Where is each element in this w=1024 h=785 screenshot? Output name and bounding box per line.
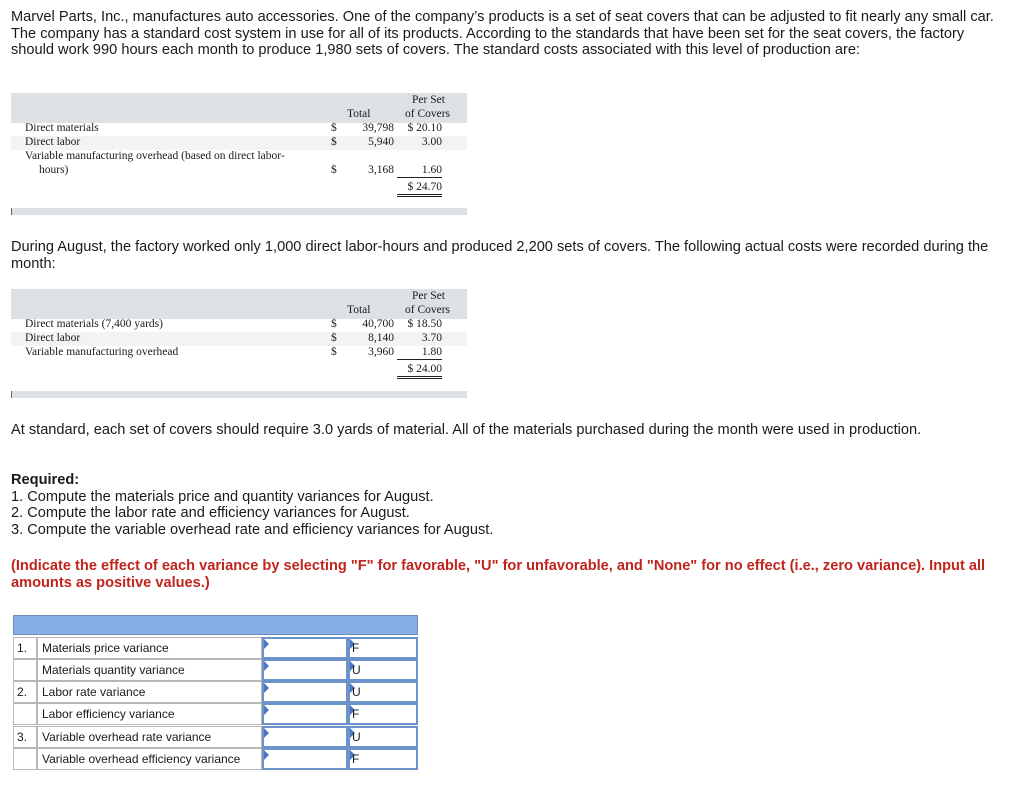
amount-input[interactable] — [262, 703, 348, 725]
amount-input[interactable] — [262, 681, 348, 703]
variance-label: Variable overhead efficiency variance — [37, 748, 262, 770]
table-row — [11, 136, 467, 150]
amount-input[interactable] — [262, 659, 348, 681]
standard-cost-table — [11, 93, 467, 215]
input-marker-icon — [264, 728, 269, 738]
row-label: Direct materials (7,400 yards) — [25, 318, 163, 330]
effect-value: U — [352, 685, 361, 699]
row-total: 8,140 — [368, 332, 394, 344]
row-number: 2. — [13, 681, 37, 703]
effect-value: U — [352, 730, 361, 744]
effect-value: F — [352, 707, 360, 721]
row-number: 1. — [13, 637, 37, 659]
row-dollar-sign: $ — [331, 346, 337, 358]
required-title: Required: — [11, 472, 80, 488]
row-label: Direct materials — [25, 122, 99, 134]
intro-paragraph: Marvel Parts, Inc., manufactures auto accessories. One of the company’s products is a set of seat covers that can be adjusted to fit nearly any small car. The company has a standard cost system in use for all of its products. According to the standards that have been set for the seat covers, the factory should work 990 hours each month to produce 1,980 sets of covers. The standard costs associated with this level of production are: — [11, 9, 994, 59]
input-marker-icon — [264, 683, 269, 693]
required-item: 1. Compute the materials price and quantity variances for August. — [11, 488, 434, 505]
table-row — [11, 346, 467, 360]
col-header-of-covers: of Covers — [405, 108, 451, 120]
variance-label: Labor efficiency variance — [37, 703, 262, 725]
amount-input[interactable] — [262, 726, 348, 748]
row-number — [13, 703, 37, 725]
amount-input[interactable] — [262, 748, 348, 770]
row-label: Variable manufacturing overhead — [25, 346, 179, 358]
table-header-band — [11, 93, 467, 123]
row-label: Variable manufacturing overhead (based on direct labor- — [25, 150, 285, 162]
row-per-set: 1.80 — [397, 346, 442, 360]
table-footer-band — [11, 391, 467, 398]
row-dollar-sign: $ — [331, 122, 337, 134]
row-per-set: 3.00 — [421, 136, 442, 148]
col-header-of-covers: of Covers — [405, 304, 451, 316]
row-total: 3,168 — [368, 164, 394, 176]
table-header-band — [11, 289, 467, 319]
input-marker-icon — [264, 661, 269, 671]
required-item: 3. Compute the variable overhead rate and efficiency variances for August. — [11, 521, 494, 538]
effect-value: F — [352, 752, 360, 766]
row-per-set: $ 20.10 — [407, 122, 442, 134]
col-header-per-set: Per Set — [412, 290, 445, 302]
variance-label: Materials price variance — [37, 637, 262, 659]
row-dollar-sign: $ — [331, 318, 337, 330]
row-total: 5,940 — [368, 136, 394, 148]
row-dollar-sign: $ — [331, 332, 337, 344]
row-per-set: 1.60 — [397, 164, 442, 178]
table-total-row — [11, 181, 467, 195]
effect-value: F — [352, 641, 360, 655]
effect-select[interactable] — [348, 748, 418, 770]
effect-value: U — [352, 663, 361, 677]
effect-select[interactable] — [348, 659, 418, 681]
table-row — [11, 332, 467, 346]
table-row — [11, 150, 467, 179]
effect-select[interactable] — [348, 726, 418, 748]
actual-costs-paragraph: During August, the factory worked only 1,000 direct labor-hours and produced 2,200 sets of covers. The following actual costs were recorded during the month: — [11, 239, 989, 272]
variance-label: Variable overhead rate variance — [37, 726, 262, 748]
row-per-set: $ 18.50 — [407, 318, 442, 330]
total-per-set: $ 24.00 — [397, 363, 442, 379]
row-total: 39,798 — [362, 122, 394, 134]
input-marker-icon — [264, 750, 269, 760]
row-number — [13, 748, 37, 770]
instruction-note: (Indicate the effect of each variance by selecting "F" for favorable, "U" for unfavorable, and "None" for no effect (i.e., zero variance). Input all amounts as positive values.) — [11, 558, 986, 591]
actual-cost-table — [11, 289, 467, 398]
row-number: 3. — [13, 726, 37, 748]
input-marker-icon — [264, 705, 269, 715]
effect-select[interactable] — [348, 681, 418, 703]
required-item: 2. Compute the labor rate and efficiency variances for August. — [11, 505, 410, 522]
row-label: Direct labor — [25, 332, 81, 344]
row-per-set: 3.70 — [421, 332, 442, 344]
row-label: Direct labor — [25, 136, 81, 148]
row-dollar-sign: $ — [331, 136, 337, 148]
amount-input[interactable] — [262, 637, 348, 659]
effect-select[interactable] — [348, 637, 418, 659]
col-header-total: Total — [347, 108, 371, 120]
table-footer-band — [11, 208, 467, 215]
row-total: 40,700 — [362, 318, 394, 330]
total-per-set: $ 24.70 — [397, 181, 442, 197]
variance-label: Materials quantity variance — [37, 659, 262, 681]
table-row — [11, 122, 467, 136]
required-section — [11, 472, 1001, 538]
effect-select[interactable] — [348, 703, 418, 725]
col-header-total: Total — [347, 304, 371, 316]
row-number — [13, 659, 37, 681]
row-dollar-sign: $ — [331, 164, 337, 176]
grid-header-band — [13, 615, 418, 635]
input-marker-icon — [264, 639, 269, 649]
row-total: 3,960 — [368, 346, 394, 358]
table-row — [11, 318, 467, 332]
standard-note-paragraph: At standard, each set of covers should require 3.0 yards of material. All of the materials purchased during the month were used in production. — [11, 422, 922, 438]
variance-label: Labor rate variance — [37, 681, 262, 703]
row-label-continued: hours) — [39, 164, 69, 176]
table-total-row — [11, 363, 467, 377]
col-header-per-set: Per Set — [412, 94, 445, 106]
